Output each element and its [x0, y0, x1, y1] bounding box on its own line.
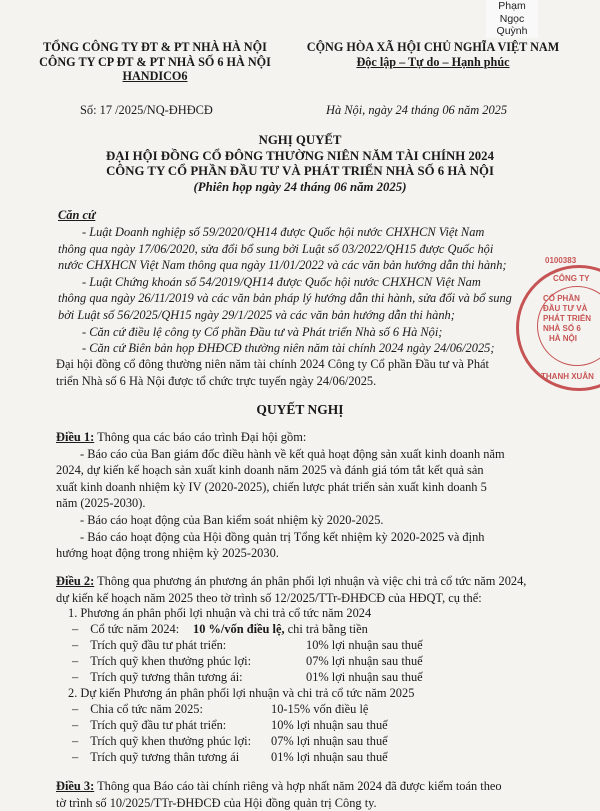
item-1-dividend-value	[193, 622, 368, 637]
signature-line-3: Quỳnh	[496, 25, 528, 37]
item-1-row-value: 10% lợi nhuận sau thuế	[306, 638, 423, 652]
article-1	[56, 429, 505, 562]
item-2-row-value: 10% lợi nhuận sau thuế	[271, 718, 388, 732]
closing-line-2: triển Nhà số 6 Hà Nội được tổ chức trực tuyến ngày 24/06/2025.	[56, 373, 377, 388]
article-2-intro: Thông qua phương án phương án phân phối lợi nhuận và việc chi trả cổ tức năm 2024,	[94, 574, 527, 588]
stamp-reg-number: 0100383	[545, 256, 577, 265]
title-line-1: NGHỊ QUYẾT	[258, 133, 342, 147]
can-cu-line: nước CHXHCN Việt Nam thông qua ngày 11/01/2022 và các văn bản hướng dẫn thi hành;	[58, 258, 507, 273]
stamp-text: NHÀ SỐ 6	[543, 324, 581, 333]
can-cu-line: - Luật Doanh nghiệp số 59/2020/QH14 được Quốc hội nước CHXHCN Việt Nam	[82, 225, 485, 239]
place-date: Hà Nội, ngày 24 tháng 06 năm 2025	[326, 103, 508, 117]
article-2-label: Điều 2:	[56, 574, 95, 588]
item-1-row-value: 07% lợi nhuận sau thuế	[306, 654, 423, 668]
item-1-title: 1. Phương án phân phối lợi nhuận và chi trả cổ tức năm 2024	[68, 606, 372, 620]
item-1-row-value: 01% lợi nhuận sau thuế	[306, 670, 423, 684]
org-block	[25, 40, 285, 84]
article-1-line: hướng hoạt động trong nhiệm kỳ 2025-2030.	[56, 546, 279, 561]
article-3-line-2: tờ trình số 10/2025/TTr-ĐHĐCĐ của Hội đồng quản trị Công ty.	[56, 795, 377, 810]
signature-line-1: Phạm	[498, 0, 526, 12]
can-cu-line: - Luật Chứng khoán số 54/2019/QH14 được Quốc hội nước CHXHCN Việt Nam	[82, 274, 481, 289]
item-2-row-value: 01% lợi nhuận sau thuế	[271, 750, 388, 764]
article-3-intro: Thông qua Báo cáo tài chính riêng và hợp nhất năm 2024 đã được kiểm toán theo	[94, 779, 502, 793]
article-3-label: Điều 3:	[56, 779, 95, 793]
item-2-row-value: 10-15% vốn điều lệ	[271, 702, 369, 716]
dividend-label: Cổ tức năm 2024:	[90, 622, 180, 636]
can-cu-line: - Căn cứ Biên bản họp ĐHĐCĐ thường niên năm tài chính 2024 ngày 24/06/2025;	[82, 341, 495, 356]
resolution-title	[0, 133, 600, 195]
item-1-row-label: – Trích quỹ tương thân tương ái:	[72, 670, 243, 684]
can-cu-list	[58, 224, 512, 357]
stamp-top-text: CÔNG TY	[553, 274, 590, 283]
article-1-line: 2024, dự kiến kế hoạch sản xuất kinh doanh năm 2025 và đánh giá tóm tắt kết quả sản	[56, 463, 484, 478]
title-line-3: CÔNG TY CỔ PHẦN ĐẦU TƯ VÀ PHÁT TRIỂN NHÀ SỐ 6 HÀ NỘI	[106, 164, 494, 179]
stamp-text: CỔ PHẦN	[543, 294, 580, 303]
can-cu-heading: Căn cứ	[58, 208, 96, 222]
article-1-line: - Báo cáo của Ban giám đốc điều hành về kết quả hoạt động sản xuất kinh doanh năm	[80, 446, 505, 461]
article-2	[56, 573, 526, 606]
item-1-dividend: – Cổ tức năm 2024:	[72, 622, 180, 636]
item-2-title: 2. Dự kiến Phương án phân phối lợi nhuận và chi trả cổ tức năm 2025	[68, 686, 415, 700]
stamp-text: PHÁT TRIỂN	[543, 314, 591, 323]
dividend-rest: chi trả bằng tiền	[284, 622, 368, 636]
title-line-4: (Phiên họp ngày 24 tháng 06 năm 2025)	[193, 179, 407, 194]
digital-signature	[486, 0, 538, 38]
closing-line-1: Đại hội đồng cổ đông thường niên năm tài chính 2024 Công ty Cổ phần Đầu tư và Phát	[56, 357, 489, 371]
nation-line-2: Độc lập – Tự do – Hạnh phúc	[356, 54, 510, 69]
article-1-line: - Báo cáo hoạt động của Hội đồng quản trị Tổng kết nhiệm kỳ 2020-2025 và định	[80, 529, 485, 544]
article-1-intro: Thông qua các báo cáo trình Đại hội gồm:	[94, 430, 307, 444]
article-1-line: xuất kinh doanh nhiệm kỳ IV (2020-2025), chiến lược phát triển sản xuất kinh doanh 5	[56, 479, 487, 494]
signature-line-2: Ngọc	[499, 12, 525, 25]
org-line-2: CÔNG TY CP ĐT & PT NHÀ SỐ 6 HÀ NỘI	[39, 54, 271, 69]
can-cu-line: - Căn cứ điều lệ công ty Cổ phần Đầu tư và Phát triển Nhà số 6 Hà Nội;	[82, 324, 443, 339]
article-3	[56, 778, 502, 811]
item-2-row-label: – Trích quỹ đầu tư phát triển:	[72, 718, 227, 732]
stamp-text: ĐẦU TƯ VÀ	[543, 304, 588, 313]
item-1-row-label: – Trích quỹ đầu tư phát triển:	[72, 638, 227, 652]
org-line-3: HANDICO6	[122, 69, 188, 83]
stamp-text: HÀ NỘI	[549, 334, 577, 343]
item-2-row-value: 07% lợi nhuận sau thuế	[271, 734, 388, 748]
stamp-bottom-text: THANH XUÂN	[541, 372, 594, 381]
title-line-2: ĐẠI HỘI ĐỒNG CỔ ĐÔNG THƯỜNG NIÊN NĂM TÀI CHÍNH 2024	[106, 148, 494, 163]
dividend-bold: 10 %/vốn điều lệ,	[193, 622, 285, 636]
decision-heading: QUYẾT NGHỊ	[256, 402, 344, 417]
can-cu-line: thông qua ngày 26/11/2019 và các văn bản pháp lý hướng dẫn thi hành, sửa đổi và bổ sung	[58, 291, 512, 306]
doc-number: Số: 17 /2025/NQ-ĐHĐCĐ	[80, 103, 213, 117]
can-cu-closing	[56, 356, 489, 389]
article-2-line-2: dự kiến kế hoạch năm 2025 theo tờ trình số 12/2025/TTr-ĐHĐCĐ của HĐQT, cụ thể:	[56, 590, 482, 605]
article-1-line: năm (2025-2030).	[56, 496, 146, 511]
nation-block	[288, 40, 578, 69]
item-2-row-label: – Chia cổ tức năm 2025:	[72, 702, 203, 716]
can-cu-line: thông qua ngày 17/06/2020, sửa đổi bổ sung bởi Luật số 03/2022/QH15 được Quốc hội	[58, 241, 494, 256]
nation-line-1: CỘNG HÒA XÃ HỘI CHỦ NGHĨA VIỆT NAM	[306, 40, 560, 54]
can-cu-line: bởi Luật số 56/2025/QH15 ngày 29/1/2025 và các văn bản hướng dẫn thi hành;	[58, 307, 455, 322]
company-stamp	[516, 256, 600, 391]
item-2-row-label: – Trích quỹ tương thân tương ái	[72, 750, 240, 764]
item-2-row-label: – Trích quỹ khen thưởng phúc lợi:	[72, 734, 252, 748]
article-1-line: - Báo cáo hoạt động của Ban kiểm soát nhiệm kỳ 2020-2025.	[80, 512, 384, 527]
item-1-row-label: – Trích quỹ khen thưởng phúc lợi:	[72, 654, 252, 668]
article-1-label: Điều 1:	[56, 430, 95, 444]
org-line-1: TỔNG CÔNG TY ĐT & PT NHÀ HÀ NỘI	[43, 40, 267, 54]
